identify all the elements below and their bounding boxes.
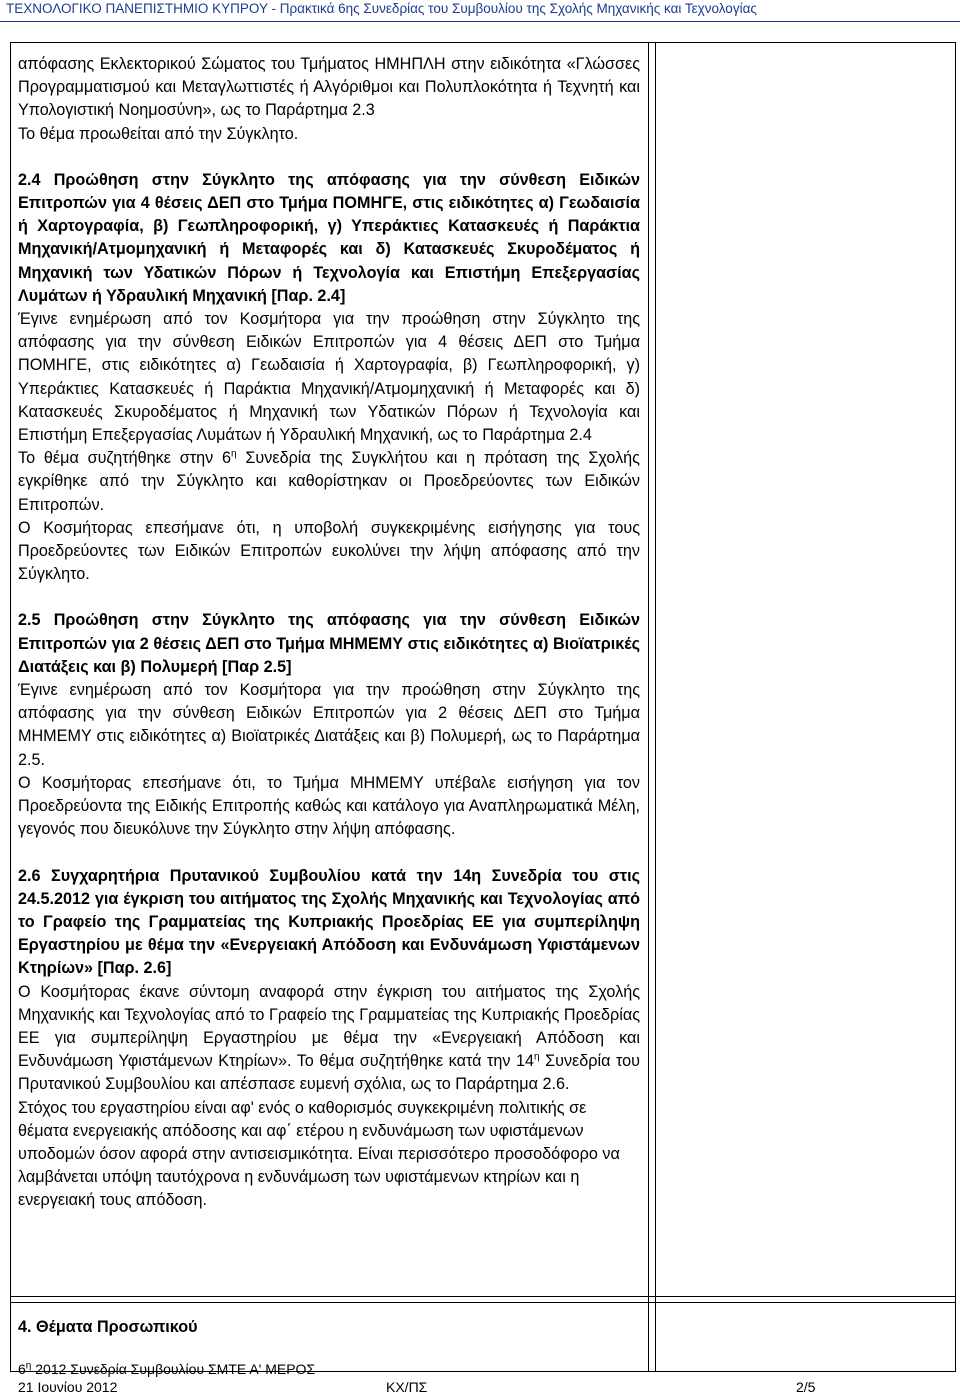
footer-reference: ΚΧ/ΠΣ xyxy=(386,1379,428,1395)
table-border-middle-inner xyxy=(648,42,649,1372)
table-row-divider xyxy=(10,1302,956,1303)
block1-paragraph: Το θέμα προωθείται από την Σύγκλητο. xyxy=(18,124,299,143)
table-border-right xyxy=(955,42,956,1372)
section-2-4-title: 2.4 Προώθηση στην Σύγκλητο της απόφασης για την σύνθεση Ειδικών Επιτροπών για 4 θέσεις ΔΕΠ στο Τμήμα ΠΟΜΗΓΕ, στις ειδικότητες α) Γεωδαισία ή Χαρτογραφία, β) Γεωπληροφορική, γ) Υπεράκτιες Κατασκευές ή Παράκτια Μηχανική/Ατμομηχανική ή Μεταφορές και δ) Κατασκευές Σκυροδέματος ή Μηχανική των Υδατικών Πόρων ή Τεχνολογία και Επιστήμη Επεξεργασίας Λυμάτων ή Υδραυλική Μηχανική [Παρ. 2.4] xyxy=(18,170,640,305)
section-2-4-paragraph: Ο Κοσμήτορας επεσήμανε ότι, η υποβολή συγκεκριμένης εισήγησης για τους Προεδρεύοντες των Ειδικών Επιτροπών ευκολύνει την λήψη απόφασης από την Σύγκλητο. xyxy=(18,518,640,584)
running-header xyxy=(0,0,960,20)
table-border-left xyxy=(10,42,11,1372)
section-2-5-paragraph: Ο Κοσμήτορας επεσήμανε ότι, το Τμήμα ΜΗΜΕΜΥ υπέβαλε εισήγηση για τον Προεδρεύοντα της Ειδικής Επιτροπής καθώς και κατάλογο για Αναπληρωματικά Μέλη, γεγονός που διευκόλυνε την Σύγκλητο στην λήψη απόφασης. xyxy=(18,773,640,839)
header-rule xyxy=(0,21,960,22)
footer-date: 21 Ιουνίου 2012 xyxy=(18,1379,118,1395)
section-2-6-paragraph: Ο Κοσμήτορας έκανε σύντομη αναφορά στην έγκριση του αιτήματος της Σχολής Μηχανικής και Τεχνολογίας από το Γραφείο της Γραμματείας της Κυπριακής Προεδρίας ΕΕ για συμπερίληψη Εργαστηρίου με θέμα την «Ενεργειακή Απόδοση και Ενδυνάμωση Υφιστάμενων Κτηρίων». Το θέμα συζητήθηκε κατά την $14^\eta$ Συνεδρία του Πρυτανικού Συμβουλίου και απέσπασε ευμενή σχόλια, ως το Παράρτημα 2.6. xyxy=(18,982,640,1094)
minutes-body xyxy=(18,53,640,1213)
section-2-5-title: 2.5 Προώθηση στην Σύγκλητο της απόφασης για την σύνθεση Ειδικών Επιτροπών για 2 θέσεις ΔΕΠ στο Τμήμα ΜΗΜΕΜΥ στις ειδικότητες α) Βιοϊατρικές Διατάξεις και β) Πολυμερή [Παρ 2.5] xyxy=(18,611,640,676)
table-row-divider xyxy=(10,1296,956,1297)
section-2-4-paragraph: Το θέμα συζητήθηκε στην $6^\eta$ Συνεδρία της Συγκλήτου και η πρόταση της Σχολής εγκρίθηκε από την Σύγκλητο και καθορίστηκαν οι Προεδρεύοντες των Ειδικών Επιτροπών. xyxy=(18,448,640,514)
section-2-5-paragraph: Έγινε ενημέρωση από τον Κοσμήτορα για την προώθηση στην Σύγκλητο της απόφασης για την σύνθεση Ειδικών Επιτροπών για 2 θέσεις ΔΕΠ στο Τμήμα ΜΗΜΕΜΥ στις ειδικότητες α) Βιοϊατρικές Διατάξεις και β) Πολυμερή, ως το Παράρτημα 2.5. xyxy=(18,681,640,769)
section-2-6-title: 2.6 Συγχαρητήρια Πρυτανικού Συμβουλίου κατά την 14η Συνεδρία του στις 24.5.2012 για έγκριση του αιτήματος της Σχολής Μηχανικής και Τεχνολογίας από το Γραφείο της Γραμματείας της Κυπριακής Προεδρίας ΕΕ για συμπερίληψη Εργαστηρίου με θέμα την «Ενεργειακή Απόδοση και Ενδυνάμωση Υφιστάμενων Κτηρίων» [Παρ. 2.6] xyxy=(18,866,640,978)
section-2-4-paragraph: Έγινε ενημέρωση από τον Κοσμήτορα για την προώθηση στην Σύγκλητο της απόφασης για την σύνθεση Ειδικών Επιτροπών για 4 θέσεις ΔΕΠ στο Τμήμα ΠΟΜΗΓΕ, στις ειδικότητες α) Γεωδαισία ή Χαρτογραφία, β) Γεωπληροφορική, γ) Υπεράκτιες Κατασκευές ή Παράκτια Μηχανική/Ατμομηχανική ή Μεταφορές και δ) Κατασκευές Σκυροδέματος ή Μηχανική των Υδατικών Πόρων ή Τεχνολογία και Επιστήμη Επεξεργασίας Λυμάτων ή Υδραυλική Μηχανική, ως το Παράρτημα 2.4 xyxy=(18,310,640,445)
header-text: ΤΕΧΝΟΛΟΓΙΚΟ ΠΑΝΕΠΙΣΤΗΜΙΟ ΚΥΠΡΟΥ - Πρακτικά 6ης Συνεδρίας του Συμβουλίου της Σχολής Μηχανικής και Τεχνολογίας xyxy=(6,1,757,16)
section-2-6-paragraph: Στόχος του εργαστηρίου είναι αφ' ενός ο καθορισμός συγκεκριμένη πολιτικής σε θέματα ενεργειακής απόδοσης και αφ΄ ετέρου η ενδυνάμωση των υφιστάμενων υποδομών όσον αφορά στην αντισεισμικότητα. Είναι περισσότερο προσοδόφορο να λαμβάνεται υπόψη ταυτόχρονα η ενδυνάμωση των υφιστάμενων κτηρίων και η ενεργειακή τους απόδοση. xyxy=(18,1098,620,1210)
table-border-middle-outer xyxy=(655,42,656,1372)
page-footer xyxy=(18,1360,818,1396)
table-border-top xyxy=(10,42,956,43)
footer-info-line xyxy=(18,1378,818,1396)
page-number: 2/5 xyxy=(796,1379,816,1395)
section-4-title: 4. Θέματα Προσωπικού xyxy=(18,1318,198,1336)
section-4-cell xyxy=(18,1316,640,1339)
footer-meeting-line: $6^\eta$ 2012 Συνεδρία Συμβουλίου ΣΜΤΕ Α' ΜΕΡΟΣ xyxy=(18,1360,316,1377)
block1-paragraph: απόφασης Εκλεκτορικού Σώματος του Τμήματος ΗΜΗΠΛΗ στην ειδικότητα «Γλώσσες Προγραμματισμού και Μεταγλωττιστές ή Αλγόριθμοι και Πολυπλοκότητα ή Τεχνητή και Υπολογιστική Νοημοσύνη», ως το Παράρτημα 2.3 xyxy=(18,55,640,120)
